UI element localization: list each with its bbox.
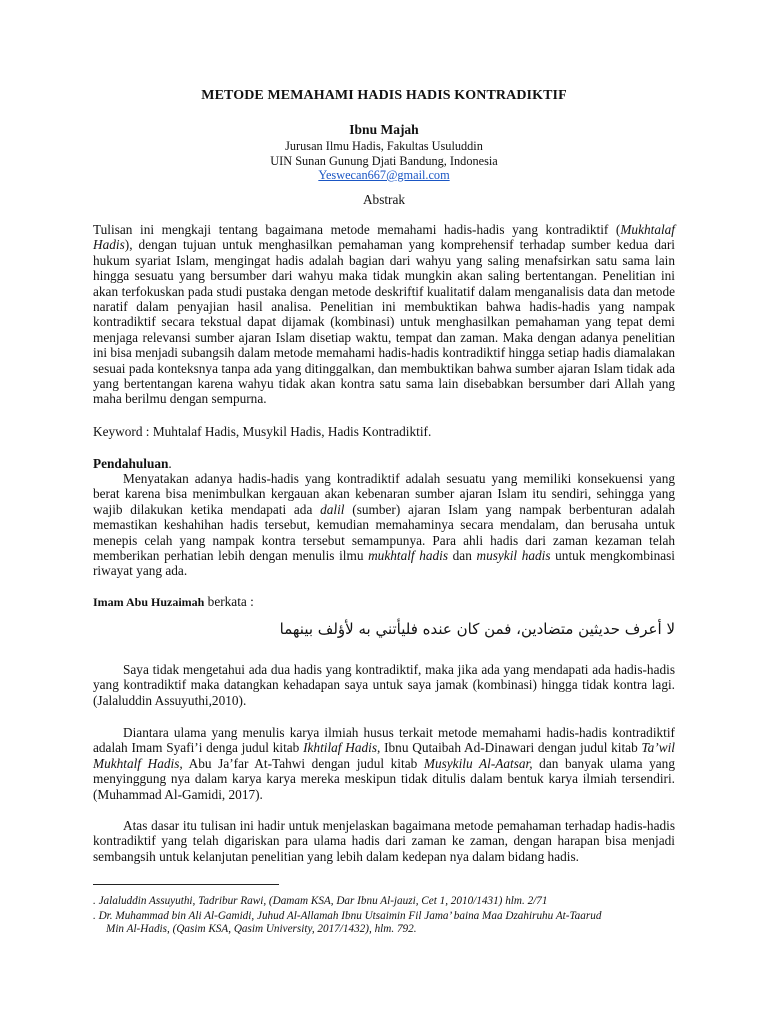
- abstract-heading: Abstrak: [362, 192, 406, 207]
- ulama-paragraph: Diantara ulama yang menulis karya ilmiah husus terkait metode memahami hadis-hadis kontradiktif adalah Imam Syafi’i denga judul kitab Ikhtilaf Hadis, Ibnu Qutaibah Ad-Dinawari dengan judul kitab Ta’wil Mukhtalf Hadis, Abu Ja’far At-Tahwi dengan judul kitab Musykilu Al-Aatsar, dan banyak ulama yang menyinggung nya dalam karya karya mereka meskipun tidak ditulis dalam bentuk karya ilmiah tersendiri.(Muhammad Al-Gamidi, 2017).: [93, 725, 675, 802]
- imam-name: Imam Abu Huzaimah: [93, 595, 205, 609]
- keywords-line: Keyword : Muhtalaf Hadis, Musykil Hadis, Hadis Kontradiktif.: [93, 424, 432, 439]
- footnote-divider: [93, 884, 279, 885]
- abstract-paragraph: Tulisan ini mengkaji tentang bagaimana metode memahami hadis-hadis yang kontradiktif (Mukhtalaf Hadis), dengan tujuan untuk menghasilkan pemahaman yang komprehensif terhadap sumber kedua dari hukum syariat Islam, mengingat hadis adalah bagian dari wahyu yang saling menafsirkan satu sama lain hingga sesuatu yang bersumber dari wahyu maka tidak mungkin akan saling bertentangan. Penelitian ini akan terfokuskan pada studi pustaka dengan metode deskriftif kualitatif dalam menganalisis data dan metode naratif dalam penyajian hasil analisa. Penelitian ini membuktikan bahwa hadis-hadis yang nampak kontradiktif secara tekstual dapat dijamak (kombinasi) untuk menghasilkan pemahaman yang tepat demi menjaga relevansi sumber ajaran Islam disetiap waktu, tempat dan zaman. Maka dengan adanya penelitian ini bisa menjadi subangsih dalam metode memahami hadis-hadis kontradiktif hingga setiap hadis diamalakan sesuai pada konteksnya tanpa ada yang ditinggalkan, dan membuktikan bahwa sumber ajaran Islam tidak ada yang bertentangan karena wahyu tidak akan kontra satu sama lain disebabkan bersumber dari Allah yang maha berilmu dengan sempurna.: [93, 222, 675, 407]
- arabic-quote: لا أعرف حديثين متضادين، فمن كان عنده فليأتني به لأؤلف بينهما: [279, 620, 675, 638]
- imam-quote-intro: Imam Abu Huzaimah berkata :: [93, 594, 254, 609]
- author-name: Ibnu Majah: [349, 122, 419, 137]
- footnote-1: . Jalaluddin Assuyuthi, Tadribur Rawi, (Damam KSA, Dar Ibnu Al-jauzi, Cet 1, 2010/1431) hlm. 2/71: [93, 895, 548, 907]
- affiliation-department: Jurusan Ilmu Hadis, Fakultas Usuluddin: [285, 139, 483, 153]
- intro-heading-line: Pendahuluan.: [93, 456, 172, 471]
- closing-paragraph: Atas dasar itu tulisan ini hadir untuk menjelaskan bagaimana metode pemahaman terhadap hadis-hadis kontradiktif yang telah digariskan para ulama hadis dari zaman ke zaman, dengan harapan bisa menjadi sembangsih untuk kelanjutan penelitian yang lebih dalam kedepan nya dalam bidang hadis.: [93, 818, 675, 864]
- footnote-2-continued: Min Al-Hadis, (Qasim KSA, Qasim University, 2017/1432), hlm. 792.: [106, 923, 417, 935]
- intro-heading: Pendahuluan: [93, 456, 169, 471]
- intro-paragraph: Menyatakan adanya hadis-hadis yang kontradiktif adalah sesuatu yang memiliki konsekuensi yang berat karena bisa menimbulkan kergauan akan kebenaran sumber ajaran Islam itu sendiri, sehingga yang wajib dilakukan ketika mendapati ada dalil (sumber) ajaran Islam yang nampak berbenturan adalah memastikan keshahihan hadis tersebut, kemudian memahaminya secara mendalam, dan berusaha untuk menepis celah yang nampak kontra tersebut semampunya. Para ahli hadis dari zaman kezaman telah memberikan perhatian lebih dengan menulis ilmu mukhtalf hadis dan musykil hadis untuk mengkombinasi riwayat yang ada.: [93, 471, 676, 579]
- email-link[interactable]: Yeswecan667@gmail.com: [318, 168, 450, 182]
- translation-paragraph: Saya tidak mengetahui ada dua hadis yang kontradiktif, maka jika ada yang mendapati ada hadis-hadis yang kontradiktif maka datangkan kehadapan saya untuk saya jamak (kombinasi) hingga tidak kontra lagi.(Jalaluddin Assuyuthi,2010).: [93, 662, 675, 708]
- paper-title: METODE MEMAHAMI HADIS HADIS KONTRADIKTIF: [201, 88, 567, 103]
- affiliation-university: UIN Sunan Gunung Djati Bandung, Indonesia: [270, 154, 498, 168]
- term-mukhtalaf: Mukhtalaf Hadis: [93, 222, 675, 253]
- email-line: [93, 168, 675, 183]
- footnote-2: . Dr. Muhammad bin Ali Al-Gamidi, Juhud Al-Allamah Ibnu Utsaimin Fil Jama’ baina Maa Dzahiruhu At-Taarud: [93, 910, 602, 922]
